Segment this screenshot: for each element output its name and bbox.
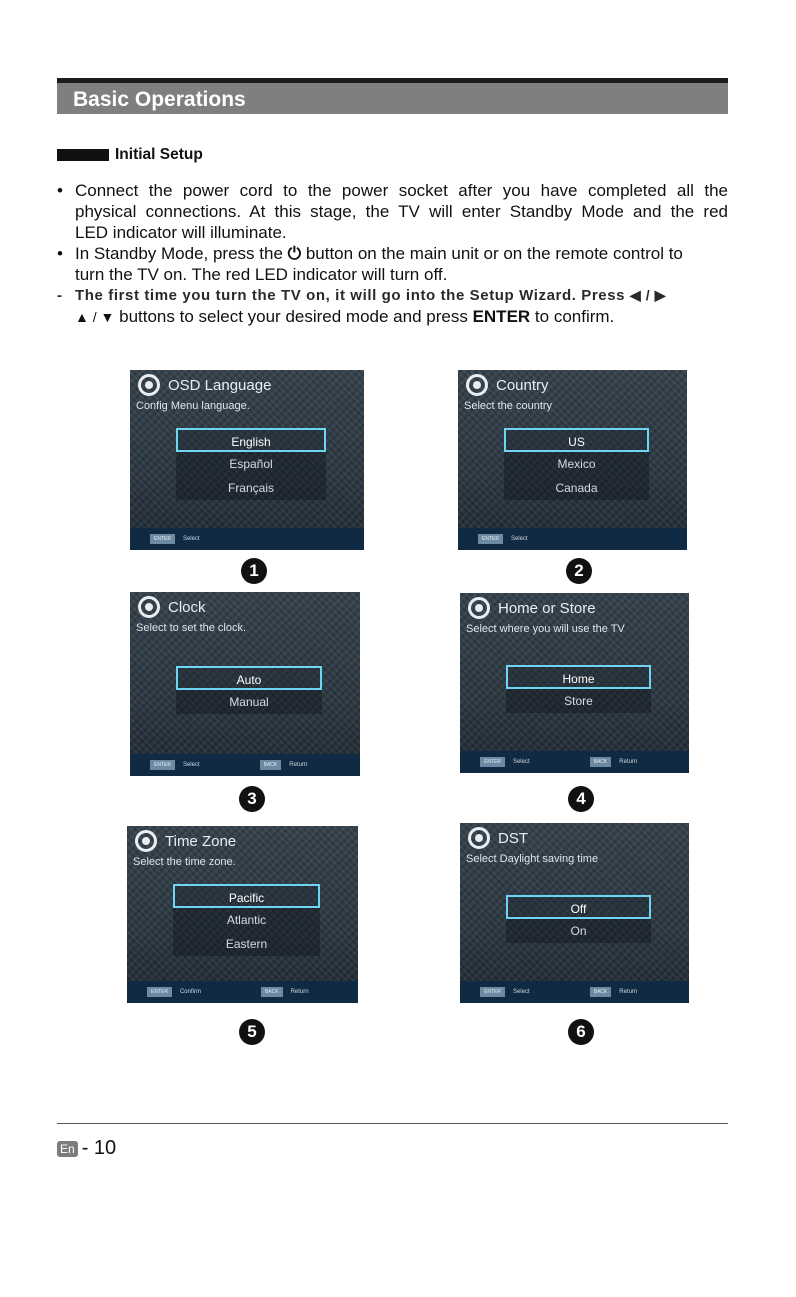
- screen-subtitle: Select where you will use the TV: [466, 623, 625, 635]
- gear-icon: [468, 597, 490, 619]
- gear-icon: [138, 596, 160, 618]
- language-badge: En: [57, 1141, 78, 1157]
- step-number: 2: [566, 558, 592, 584]
- gear-icon: [138, 374, 160, 396]
- screen-footer: ENTER Confirm BACK Return: [127, 981, 358, 1003]
- power-icon: ⏻: [287, 244, 302, 263]
- screen-title: Clock: [168, 598, 206, 616]
- option-english[interactable]: English: [176, 428, 326, 452]
- section-marker: [57, 149, 109, 161]
- screen-osd-language: [130, 370, 364, 550]
- bullet-item: - The first time you turn the TV on, it will go into the Setup Wizard. Press ◀ / ▶: [57, 287, 667, 304]
- screen-footer: ENTER Select: [458, 528, 687, 550]
- page-number: En - 10: [57, 1137, 116, 1160]
- footer-divider: [57, 1123, 728, 1124]
- section-heading: [57, 146, 203, 164]
- screen-footer: ENTER Select BACK Return: [460, 751, 689, 773]
- screen-time-zone: [127, 826, 358, 1003]
- option-francais[interactable]: Français: [176, 476, 326, 500]
- screen-title: Time Zone: [165, 832, 237, 850]
- option-home[interactable]: Home: [506, 665, 651, 689]
- screen-footer: ENTER Select BACK Return: [130, 754, 360, 776]
- screen-subtitle: Select to set the clock.: [136, 622, 247, 634]
- screen-footer: ENTER Select: [130, 528, 364, 550]
- section-title: Initial Setup: [115, 146, 203, 163]
- gear-icon: [135, 830, 157, 852]
- screen-country: [458, 370, 687, 550]
- screen-subtitle: Select the time zone.: [133, 856, 236, 868]
- screen-subtitle: Config Menu language.: [136, 400, 250, 412]
- bullet-item-cont: ▲ / ▼ buttons to select your desired mode and press ENTER to confirm.: [75, 307, 615, 326]
- screen-subtitle: Select the country: [464, 400, 553, 412]
- up-down-arrows-icon: ▲ / ▼: [75, 309, 115, 325]
- bullet-item: • Connect the power cord to the power socket after you have completed all the physical connections. At this stage, the TV will enter Standby Mode and the red LED indicator will illuminate.: [57, 181, 728, 242]
- step-number: 6: [568, 1019, 594, 1045]
- step-number: 5: [239, 1019, 265, 1045]
- option-off[interactable]: Off: [506, 895, 651, 919]
- bullet-item: • In Standby Mode, press the ⏻ button on the main unit or on the remote control to turn the TV on. The red LED indicator will turn off.: [57, 244, 683, 284]
- step-number: 3: [239, 786, 265, 812]
- option-manual[interactable]: Manual: [176, 690, 322, 714]
- left-right-arrows-icon: ◀ / ▶: [629, 287, 667, 303]
- option-on[interactable]: On: [506, 919, 651, 943]
- gear-icon: [466, 374, 488, 396]
- instructions: [57, 180, 728, 328]
- screen-clock: [130, 592, 360, 776]
- screen-title: Home or Store: [498, 599, 596, 617]
- option-store[interactable]: Store: [506, 689, 651, 713]
- screen-footer: ENTER Select BACK Return: [460, 981, 689, 1003]
- page-header: [57, 78, 728, 114]
- step-number: 1: [241, 558, 267, 584]
- option-atlantic[interactable]: Atlantic: [173, 908, 320, 932]
- option-mexico[interactable]: Mexico: [504, 452, 649, 476]
- screen-home-or-store: [460, 593, 689, 773]
- step-number: 4: [568, 786, 594, 812]
- option-eastern[interactable]: Eastern: [173, 932, 320, 956]
- gear-icon: [468, 827, 490, 849]
- option-espanol[interactable]: Español: [176, 452, 326, 476]
- option-us[interactable]: US: [504, 428, 649, 452]
- screen-title: DST: [498, 829, 528, 847]
- screen-subtitle: Select Daylight saving time: [466, 853, 599, 865]
- screen-title: OSD Language: [168, 376, 272, 394]
- option-auto[interactable]: Auto: [176, 666, 322, 690]
- page-title: Basic Operations: [73, 88, 246, 111]
- option-canada[interactable]: Canada: [504, 476, 649, 500]
- option-pacific[interactable]: Pacific: [173, 884, 320, 908]
- screen-title: Country: [496, 376, 549, 394]
- screen-dst: [460, 823, 689, 1003]
